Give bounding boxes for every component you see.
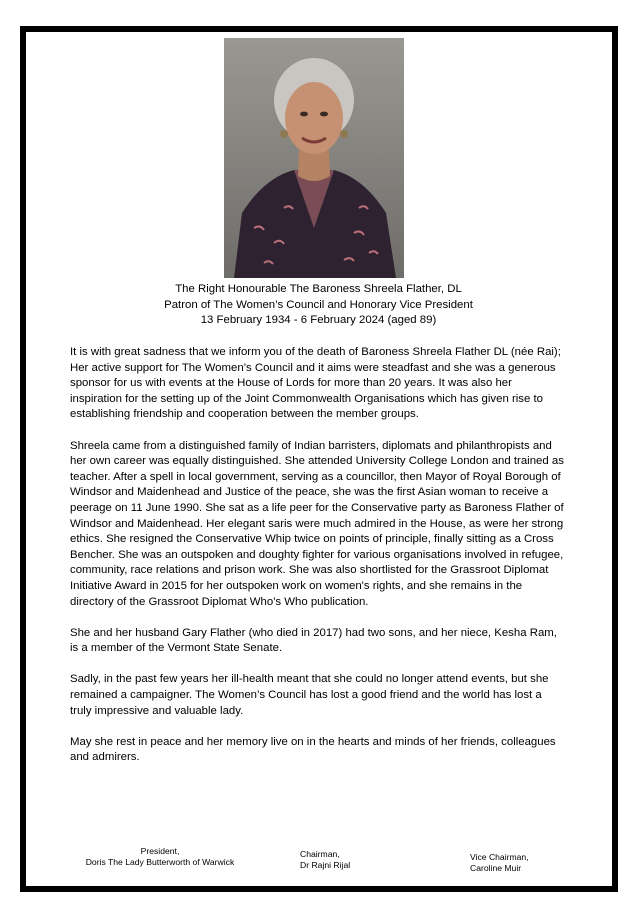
signature-name: Dr Rajni Rijal bbox=[300, 860, 351, 870]
signature-chairman bbox=[280, 849, 390, 871]
signature-title: Chairman, bbox=[300, 849, 340, 859]
signature-vice-chairman bbox=[470, 852, 570, 874]
signature-name: Caroline Muir bbox=[470, 863, 522, 873]
caption-dates: 13 February 1934 - 6 February 2024 (aged 89) bbox=[200, 314, 437, 327]
signature-name: Doris The Lady Butterworth of Warwick bbox=[85, 857, 235, 867]
paragraph: She and her husband Gary Flather (who died in 2017) had two sons, and her niece, Kesha Ram, is a member of the Vermont State Senate. bbox=[70, 626, 557, 655]
portrait-illustration bbox=[224, 38, 404, 278]
tribute-text bbox=[70, 345, 564, 782]
caption-title: The Right Honourable The Baroness Shreela Flather, DL bbox=[175, 283, 462, 295]
paragraph: Sadly, in the past few years her ill-health meant that she could no longer attend events, but she remained a campaigner. The Women’s Council has lost a good friend and the world has lost a truly impressive and valuable lady. bbox=[70, 673, 549, 717]
caption-role: Patron of The Women’s Council and Honorary Vice President bbox=[164, 298, 473, 311]
signature-president bbox=[60, 846, 260, 868]
paragraph: Shreela came from a distinguished family of Indian barristers, diplomats and philanthropists and her own career was equally distinguished. She attended University College London and trained as teacher. After a spell in local government, serving as a councillor, then Mayor of Royal Borough of Windsor and Maidenhead and Justice of the peace, she was the first Asian woman to receive a peerage on 11 June 1990. She sat as a life peer for the Conservative party as Baroness Flather of Windsor and Maidenhead. Her elegant saris were much admired in the House, as were her strong ethics. She resigned the Conservative Whip twice on points of principle, finally sitting as a Cross Bencher. She was an outspoken and doughty fighter for various organisations involved in refugee, community, race relations and prison work. She was also shortlisted for the Grassroot Diplomat Initiative Award in 2015 for her outspoken work on women's rights, and she remains in the directory of the Grassroot Diplomat Who's Who publication. bbox=[70, 439, 564, 608]
signature-title: Vice Chairman, bbox=[470, 852, 529, 862]
caption bbox=[40, 282, 597, 329]
paragraph: It is with great sadness that we inform you of the death of Baroness Shreela Flather DL (née Rai); Her active support for The Women’s Council and it aims were steadfast and she was a generous sponsor for us with events at the House of Lords for more than 20 years. It was also her inspiration for the setting up of the Joint Commonwealth Organisations which has given rise to establishing friendship and cooperation between the member groups. bbox=[70, 346, 561, 421]
portrait-photo bbox=[224, 38, 404, 278]
signature-title: President, bbox=[140, 846, 180, 856]
paragraph: May she rest in peace and her memory live on in the hearts and minds of her friends, colleagues and admirers. bbox=[70, 735, 556, 764]
